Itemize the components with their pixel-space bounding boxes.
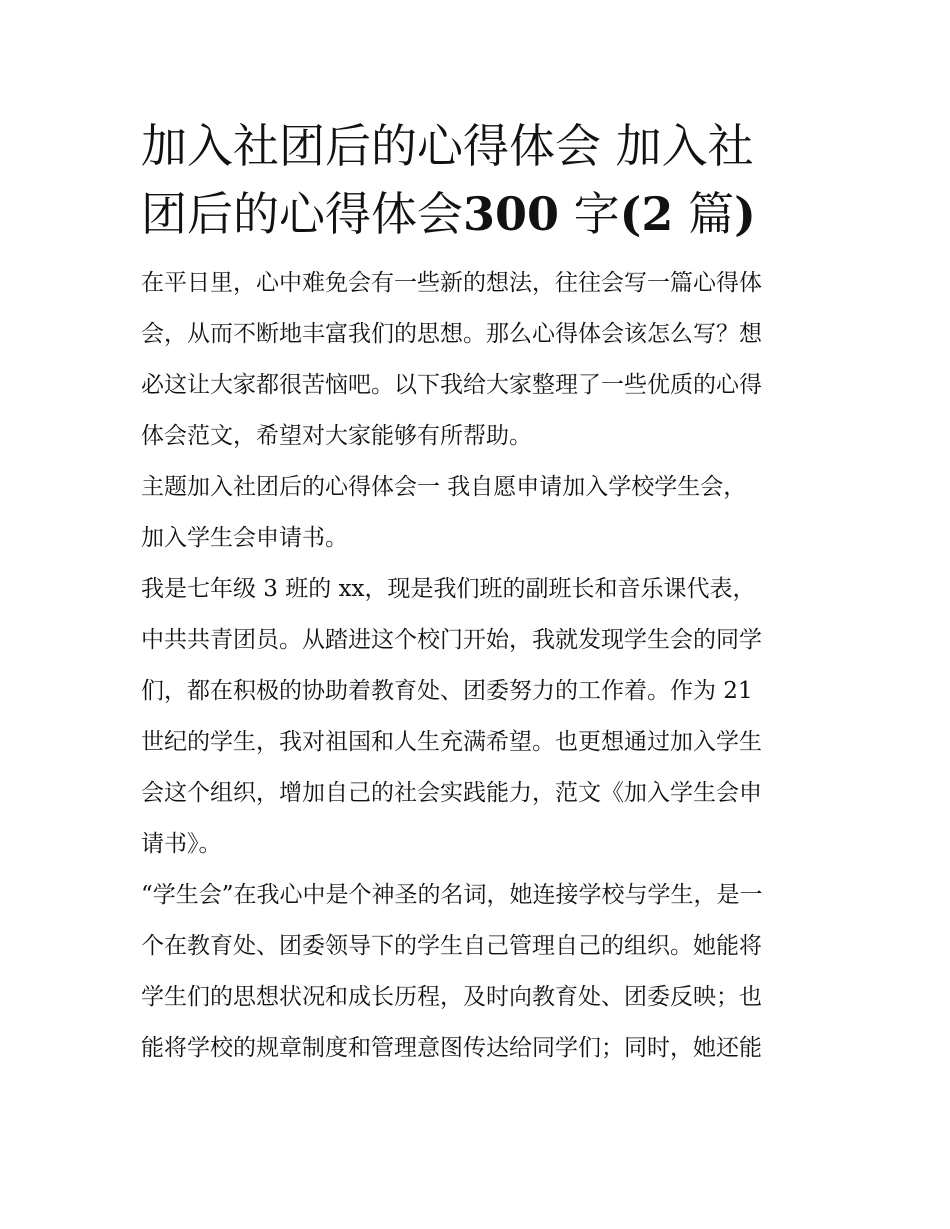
text-line: 我是七年级 3 班的 xx，现是我们班的副班长和音乐课代表， xyxy=(141,576,756,602)
paragraph-intro xyxy=(141,258,811,462)
paragraph-student-union xyxy=(141,870,811,1074)
title-text-a: 团后的心得体会 xyxy=(141,187,463,241)
text-line: 体会范文，希望对大家能够有所帮助。 xyxy=(141,423,532,449)
title-count-open: (2 xyxy=(619,187,674,241)
text-line: 能将学校的规章制度和管理意图传达给同学们；同时，她还能 xyxy=(141,1035,762,1061)
title-text-b: 字 xyxy=(573,187,620,241)
title-number-300: 300 xyxy=(463,187,560,241)
text-line: 必这让大家都很苦恼吧。以下我给大家整理了一些优质的心得 xyxy=(141,372,762,398)
title-text-c: 篇 xyxy=(688,187,735,241)
document-body xyxy=(141,112,811,1074)
text-line: “学生会”在我心中是个神圣的名词，她连接学校与学生，是一 xyxy=(141,882,763,908)
title-count-close: ) xyxy=(734,187,756,241)
text-line: 请书》。 xyxy=(141,831,222,857)
title-line-1: 加入社团后的心得体会 加入社 xyxy=(141,119,754,173)
paragraph-topic xyxy=(141,462,811,564)
text-line: 世纪的学生，我对祖国和人生充满希望。也更想通过加入学生 xyxy=(141,729,762,755)
text-line: 中共共青团员。从踏进这个校门开始，我就发现学生会的同学 xyxy=(141,627,762,653)
text-line: 主题加入社团后的心得体会一 我自愿申请加入学校学生会， xyxy=(141,474,747,500)
text-line: 学生们的思想状况和成长历程，及时向教育处、团委反映；也 xyxy=(141,984,762,1010)
text-line: 会这个组织，增加自己的社会实践能力，范文《加入学生会申 xyxy=(141,780,762,806)
text-line: 在平日里，心中难免会有一些新的想法，往往会写一篇心得体 xyxy=(141,270,762,296)
paragraph-self-intro xyxy=(141,564,811,870)
title-line-2 xyxy=(141,180,811,248)
text-line: 加入学生会申请书。 xyxy=(141,525,348,551)
document-title xyxy=(141,112,811,248)
text-line: 个在教育处、团委领导下的学生自己管理自己的组织。她能将 xyxy=(141,933,762,959)
text-line: 会，从而不断地丰富我们的思想。那么心得体会该怎么写？想 xyxy=(141,321,762,347)
text-line: 们，都在积极的协助着教育处、团委努力的工作着。作为 21 xyxy=(141,678,753,704)
